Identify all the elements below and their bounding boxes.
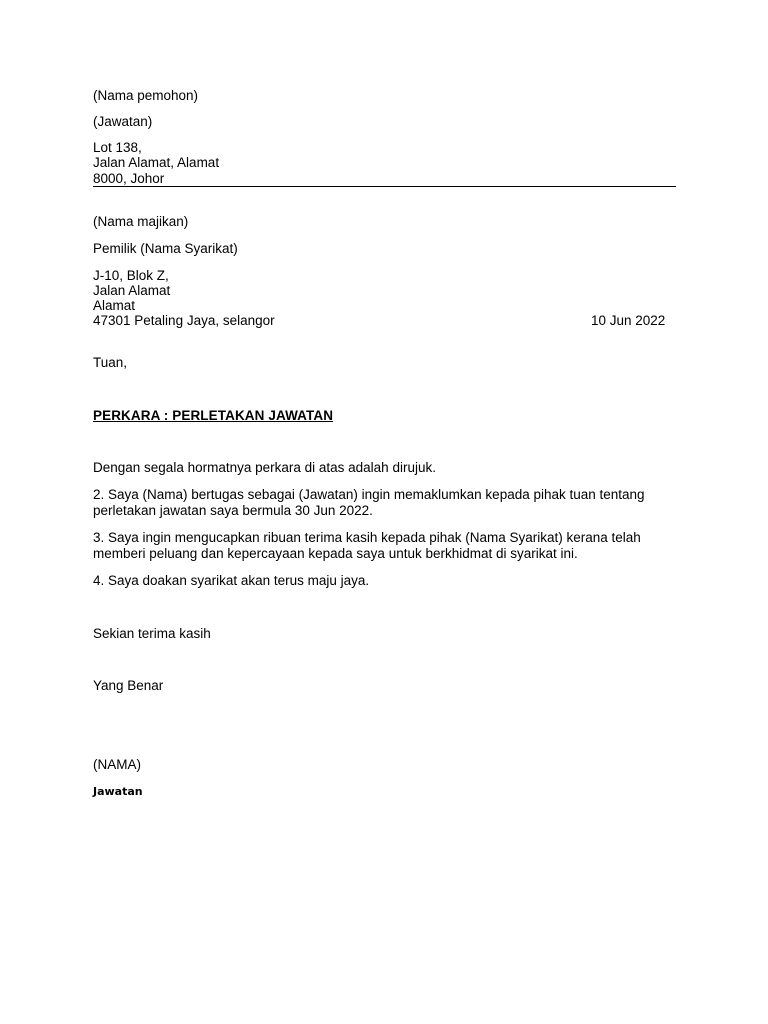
sender-address-line-1: Lot 138,	[93, 140, 142, 155]
sign-off: Yang Benar	[93, 678, 164, 693]
body-paragraph-1: Dengan segala hormatnya perkara di atas adalah dirujuk.	[93, 460, 436, 475]
letter-date: 10 Jun 2022	[591, 313, 666, 328]
sender-address-line-3: 8000, Johor	[93, 171, 165, 186]
body-paragraph-3-line-2: memberi peluang dan kepercayaan kepada saya untuk berkhidmat di syarikat ini.	[93, 546, 578, 561]
closing-line: Sekian terima kasih	[93, 626, 211, 641]
recipient-address-line-1: J-10, Blok Z,	[93, 268, 169, 283]
recipient-address-line-2: Jalan Alamat	[93, 283, 171, 298]
subject-line: PERKARA : PERLETAKAN JAWATAN	[93, 408, 334, 423]
sender-position: (Jawatan)	[93, 114, 153, 129]
salutation: Tuan,	[93, 355, 128, 370]
recipient-address-line-4: 47301 Petaling Jaya, selangor	[93, 313, 275, 328]
signature-name: (NAMA)	[93, 757, 141, 772]
sender-name: (Nama pemohon)	[93, 88, 199, 103]
sender-address-line-2: Jalan Alamat, Alamat	[93, 155, 220, 170]
recipient-title: Pemilik (Nama Syarikat)	[93, 241, 238, 256]
body-paragraph-2-line-2: perletakan jawatan saya bermula 30 Jun 2022.	[93, 503, 373, 518]
signature-position: Jawatan	[93, 785, 143, 798]
recipient-name: (Nama majikan)	[93, 214, 189, 229]
recipient-address-line-3: Alamat	[93, 298, 136, 313]
body-paragraph-3-line-1: 3. Saya ingin mengucapkan ribuan terima kasih kepada pihak (Nama Syarikat) kerana telah	[93, 530, 641, 545]
body-paragraph-4: 4. Saya doakan syarikat akan terus maju jaya.	[93, 573, 370, 588]
body-paragraph-2-line-1: 2. Saya (Nama) bertugas sebagai (Jawatan) ingin memaklumkan kepada pihak tuan tentang	[93, 487, 645, 502]
header-divider	[93, 186, 676, 187]
